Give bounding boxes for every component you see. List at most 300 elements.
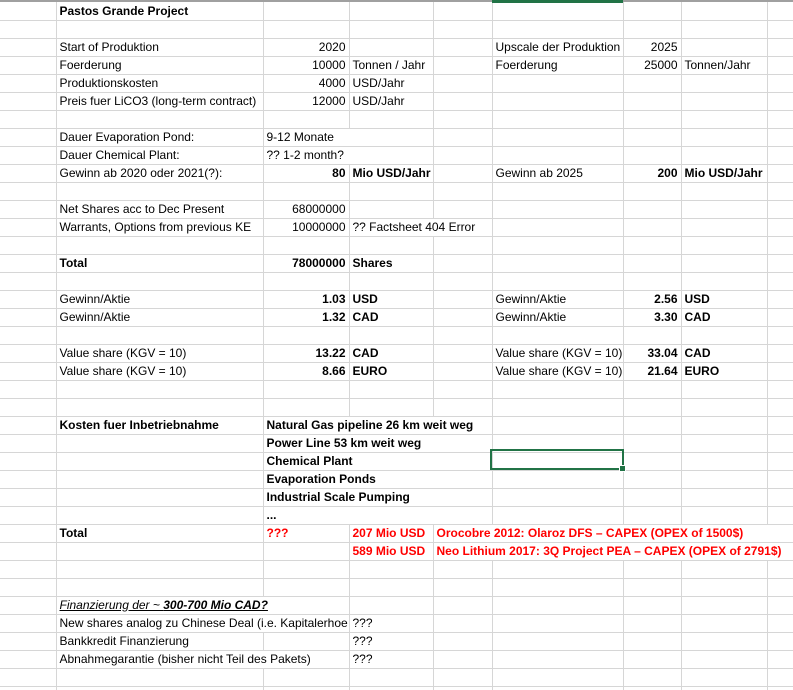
- cell-G8[interactable]: [623, 128, 681, 146]
- cell-C20[interactable]: 13.22: [263, 344, 349, 362]
- cell-F32[interactable]: [492, 560, 623, 578]
- cell-A8[interactable]: [0, 128, 56, 146]
- cell-H7[interactable]: [681, 110, 767, 128]
- cell-E5[interactable]: [433, 74, 492, 92]
- cell-A2[interactable]: [0, 20, 56, 38]
- cell-F20[interactable]: Value share (KGV = 10): [492, 344, 623, 362]
- cell-A36[interactable]: [0, 632, 56, 650]
- cell-F17[interactable]: Gewinn/Aktie: [492, 290, 623, 308]
- cell-C23[interactable]: [263, 398, 349, 416]
- cell-C15[interactable]: 78000000: [263, 254, 349, 272]
- cell-F27[interactable]: [492, 470, 623, 488]
- cell-I7[interactable]: [767, 110, 793, 128]
- cell-D22[interactable]: [349, 380, 433, 398]
- cell-H39[interactable]: [681, 686, 767, 690]
- cell-E9[interactable]: [433, 146, 492, 164]
- cell-C6[interactable]: 12000: [263, 92, 349, 110]
- cell-F28[interactable]: [492, 488, 623, 506]
- cell-D33[interactable]: [349, 578, 433, 596]
- cell-D36[interactable]: ???: [349, 632, 433, 650]
- cell-E20[interactable]: [433, 344, 492, 362]
- cell-A12[interactable]: [0, 200, 56, 218]
- cell-F33[interactable]: [492, 578, 623, 596]
- cell-D32[interactable]: [349, 560, 433, 578]
- cell-D11[interactable]: [349, 182, 433, 200]
- cell-G39[interactable]: [623, 686, 681, 690]
- cell-D34[interactable]: [349, 596, 433, 614]
- cell-B12[interactable]: Net Shares acc to Dec Present: [56, 200, 263, 218]
- cell-C11[interactable]: [263, 182, 349, 200]
- cell-E2[interactable]: [433, 20, 492, 38]
- cell-I3[interactable]: [767, 38, 793, 56]
- cell-F22[interactable]: [492, 380, 623, 398]
- cell-H9[interactable]: [681, 146, 767, 164]
- cell-A11[interactable]: [0, 182, 56, 200]
- cell-C4[interactable]: 10000: [263, 56, 349, 74]
- cell-C19[interactable]: [263, 326, 349, 344]
- cell-G27[interactable]: [623, 470, 681, 488]
- cell-G17[interactable]: 2.56: [623, 290, 681, 308]
- cell-B14[interactable]: [56, 236, 263, 254]
- cell-I37[interactable]: [767, 650, 793, 668]
- cell-A38[interactable]: [0, 668, 56, 686]
- cell-H5[interactable]: [681, 74, 767, 92]
- cell-H28[interactable]: [681, 488, 767, 506]
- cell-B35[interactable]: New shares analog zu Chinese Deal (i.e. Kapitalerhoe: [56, 614, 349, 632]
- cell-C18[interactable]: 1.32: [263, 308, 349, 326]
- cell-G15[interactable]: [623, 254, 681, 272]
- cell-F11[interactable]: [492, 182, 623, 200]
- cell-F15[interactable]: [492, 254, 623, 272]
- cell-H15[interactable]: [681, 254, 767, 272]
- cell-A27[interactable]: [0, 470, 56, 488]
- cell-G2[interactable]: [623, 20, 681, 38]
- cell-E14[interactable]: [433, 236, 492, 254]
- cell-G19[interactable]: [623, 326, 681, 344]
- cell-A19[interactable]: [0, 326, 56, 344]
- cell-D20[interactable]: CAD: [349, 344, 433, 362]
- cell-B7[interactable]: [56, 110, 263, 128]
- cell-D4[interactable]: Tonnen / Jahr: [349, 56, 433, 74]
- cell-F23[interactable]: [492, 398, 623, 416]
- cell-G37[interactable]: [623, 650, 681, 668]
- cell-E34[interactable]: [433, 596, 492, 614]
- cell-A37[interactable]: [0, 650, 56, 668]
- cell-D1[interactable]: [349, 2, 433, 20]
- cell-A23[interactable]: [0, 398, 56, 416]
- cell-G23[interactable]: [623, 398, 681, 416]
- cell-H8[interactable]: [681, 128, 767, 146]
- cell-B37[interactable]: Abnahmegarantie (bisher nicht Teil des Pakets): [56, 650, 349, 668]
- cell-I4[interactable]: [767, 56, 793, 74]
- cell-A33[interactable]: [0, 578, 56, 596]
- cell-G16[interactable]: [623, 272, 681, 290]
- cell-I10[interactable]: [767, 164, 793, 182]
- cell-E30[interactable]: Orocobre 2012: Olaroz DFS – CAPEX (OPEX of 1500$): [433, 524, 793, 542]
- cell-D16[interactable]: [349, 272, 433, 290]
- cell-D10[interactable]: Mio USD/Jahr: [349, 164, 433, 182]
- cell-H16[interactable]: [681, 272, 767, 290]
- cell-G21[interactable]: 21.64: [623, 362, 681, 380]
- cell-A24[interactable]: [0, 416, 56, 434]
- cell-E16[interactable]: [433, 272, 492, 290]
- cell-E37[interactable]: [433, 650, 492, 668]
- cell-A30[interactable]: [0, 524, 56, 542]
- cell-D6[interactable]: USD/Jahr: [349, 92, 433, 110]
- cell-C16[interactable]: [263, 272, 349, 290]
- cell-E12[interactable]: [433, 200, 492, 218]
- cell-I1[interactable]: [767, 2, 793, 20]
- cell-H29[interactable]: [681, 506, 767, 524]
- cell-B4[interactable]: Foerderung: [56, 56, 263, 74]
- cell-B16[interactable]: [56, 272, 263, 290]
- cell-C3[interactable]: 2020: [263, 38, 349, 56]
- cell-B11[interactable]: [56, 182, 263, 200]
- cell-B8[interactable]: Dauer Evaporation Pond:: [56, 128, 263, 146]
- cell-B25[interactable]: [56, 434, 263, 452]
- cell-C39[interactable]: [263, 686, 349, 690]
- cell-D14[interactable]: [349, 236, 433, 254]
- cell-C32[interactable]: [263, 560, 349, 578]
- cell-A32[interactable]: [0, 560, 56, 578]
- cell-A9[interactable]: [0, 146, 56, 164]
- cell-B19[interactable]: [56, 326, 263, 344]
- cell-H22[interactable]: [681, 380, 767, 398]
- cell-I26[interactable]: [767, 452, 793, 470]
- cell-F9[interactable]: [492, 146, 623, 164]
- cell-C28[interactable]: Industrial Scale Pumping: [263, 488, 492, 506]
- cell-G22[interactable]: [623, 380, 681, 398]
- cell-H34[interactable]: [681, 596, 767, 614]
- cell-H17[interactable]: USD: [681, 290, 767, 308]
- cell-H33[interactable]: [681, 578, 767, 596]
- cell-G14[interactable]: [623, 236, 681, 254]
- cell-G11[interactable]: [623, 182, 681, 200]
- cell-C25[interactable]: Power Line 53 km weit weg: [263, 434, 492, 452]
- cell-H18[interactable]: CAD: [681, 308, 767, 326]
- cell-D23[interactable]: [349, 398, 433, 416]
- cell-A35[interactable]: [0, 614, 56, 632]
- cell-F10[interactable]: Gewinn ab 2025: [492, 164, 623, 182]
- cell-E39[interactable]: [433, 686, 492, 690]
- cell-A5[interactable]: [0, 74, 56, 92]
- cell-B34[interactable]: [56, 596, 349, 614]
- cell-G5[interactable]: [623, 74, 681, 92]
- cell-C38[interactable]: [263, 668, 349, 686]
- cell-A1[interactable]: [0, 2, 56, 20]
- cell-E11[interactable]: [433, 182, 492, 200]
- cell-H24[interactable]: [681, 416, 767, 434]
- cell-D19[interactable]: [349, 326, 433, 344]
- cell-E19[interactable]: [433, 326, 492, 344]
- cell-B28[interactable]: [56, 488, 263, 506]
- cell-G34[interactable]: [623, 596, 681, 614]
- cell-G33[interactable]: [623, 578, 681, 596]
- cell-F5[interactable]: [492, 74, 623, 92]
- cell-I29[interactable]: [767, 506, 793, 524]
- cell-F29[interactable]: [492, 506, 623, 524]
- cell-H19[interactable]: [681, 326, 767, 344]
- cell-D30[interactable]: 207 Mio USD: [349, 524, 433, 542]
- cell-I2[interactable]: [767, 20, 793, 38]
- cell-C24[interactable]: Natural Gas pipeline 26 km weit weg: [263, 416, 492, 434]
- cell-B27[interactable]: [56, 470, 263, 488]
- cell-E10[interactable]: [433, 164, 492, 182]
- cell-G36[interactable]: [623, 632, 681, 650]
- cell-E18[interactable]: [433, 308, 492, 326]
- cell-E4[interactable]: [433, 56, 492, 74]
- cell-D21[interactable]: EURO: [349, 362, 433, 380]
- cell-A25[interactable]: [0, 434, 56, 452]
- cell-E15[interactable]: [433, 254, 492, 272]
- cell-I12[interactable]: [767, 200, 793, 218]
- cell-E6[interactable]: [433, 92, 492, 110]
- cell-F34[interactable]: [492, 596, 623, 614]
- cell-A14[interactable]: [0, 236, 56, 254]
- cell-E31[interactable]: Neo Lithium 2017: 3Q Project PEA – CAPEX (OPEX of 2791$): [433, 542, 793, 560]
- cell-C31[interactable]: [263, 542, 349, 560]
- cell-G18[interactable]: 3.30: [623, 308, 681, 326]
- cell-I38[interactable]: [767, 668, 793, 686]
- cell-B33[interactable]: [56, 578, 263, 596]
- cell-F19[interactable]: [492, 326, 623, 344]
- cell-H35[interactable]: [681, 614, 767, 632]
- cell-A39[interactable]: [0, 686, 56, 690]
- cell-I21[interactable]: [767, 362, 793, 380]
- cell-G29[interactable]: [623, 506, 681, 524]
- cell-I11[interactable]: [767, 182, 793, 200]
- cell-I23[interactable]: [767, 398, 793, 416]
- cell-F18[interactable]: Gewinn/Aktie: [492, 308, 623, 326]
- cell-G4[interactable]: 25000: [623, 56, 681, 74]
- cell-I13[interactable]: [767, 218, 793, 236]
- cell-C26[interactable]: Chemical Plant: [263, 452, 492, 470]
- cell-H11[interactable]: [681, 182, 767, 200]
- cell-G35[interactable]: [623, 614, 681, 632]
- cell-A28[interactable]: [0, 488, 56, 506]
- cell-H38[interactable]: [681, 668, 767, 686]
- cell-F2[interactable]: [492, 20, 623, 38]
- cell-E32[interactable]: [433, 560, 492, 578]
- cell-D18[interactable]: CAD: [349, 308, 433, 326]
- cell-I8[interactable]: [767, 128, 793, 146]
- cell-H12[interactable]: [681, 200, 767, 218]
- cell-E3[interactable]: [433, 38, 492, 56]
- cell-G26[interactable]: [623, 452, 681, 470]
- cell-D35[interactable]: ???: [349, 614, 433, 632]
- cell-G10[interactable]: 200: [623, 164, 681, 182]
- cell-H36[interactable]: [681, 632, 767, 650]
- cell-A31[interactable]: [0, 542, 56, 560]
- cell-D37[interactable]: ???: [349, 650, 433, 668]
- cell-B24[interactable]: Kosten fuer Inbetriebnahme: [56, 416, 263, 434]
- cell-F6[interactable]: [492, 92, 623, 110]
- cell-D38[interactable]: [349, 668, 433, 686]
- cell-I28[interactable]: [767, 488, 793, 506]
- cell-A21[interactable]: [0, 362, 56, 380]
- cell-C33[interactable]: [263, 578, 349, 596]
- cell-I9[interactable]: [767, 146, 793, 164]
- cell-A20[interactable]: [0, 344, 56, 362]
- cell-C22[interactable]: [263, 380, 349, 398]
- cell-F14[interactable]: [492, 236, 623, 254]
- cell-B29[interactable]: [56, 506, 263, 524]
- cell-H26[interactable]: [681, 452, 767, 470]
- cell-H27[interactable]: [681, 470, 767, 488]
- cell-F38[interactable]: [492, 668, 623, 686]
- cell-E8[interactable]: [433, 128, 492, 146]
- cell-C12[interactable]: 68000000: [263, 200, 349, 218]
- cell-F12[interactable]: [492, 200, 623, 218]
- cell-G20[interactable]: 33.04: [623, 344, 681, 362]
- cell-I17[interactable]: [767, 290, 793, 308]
- cell-F1[interactable]: [492, 2, 623, 20]
- cell-B1[interactable]: Pastos Grande Project: [56, 2, 263, 20]
- cell-F36[interactable]: [492, 632, 623, 650]
- cell-B18[interactable]: Gewinn/Aktie: [56, 308, 263, 326]
- cell-D7[interactable]: [349, 110, 433, 128]
- cell-A10[interactable]: [0, 164, 56, 182]
- cell-B2[interactable]: [56, 20, 263, 38]
- cell-G13[interactable]: [623, 218, 681, 236]
- cell-B9[interactable]: Dauer Chemical Plant:: [56, 146, 263, 164]
- cell-A6[interactable]: [0, 92, 56, 110]
- cell-C1[interactable]: [263, 2, 349, 20]
- cell-B5[interactable]: Produktionskosten: [56, 74, 263, 92]
- cell-H21[interactable]: EURO: [681, 362, 767, 380]
- cell-F21[interactable]: Value share (KGV = 10): [492, 362, 623, 380]
- cell-D39[interactable]: [349, 686, 433, 690]
- cell-H32[interactable]: [681, 560, 767, 578]
- cell-I18[interactable]: [767, 308, 793, 326]
- cell-C17[interactable]: 1.03: [263, 290, 349, 308]
- cell-G12[interactable]: [623, 200, 681, 218]
- cell-H1[interactable]: [681, 2, 767, 20]
- cell-E33[interactable]: [433, 578, 492, 596]
- cell-A26[interactable]: [0, 452, 56, 470]
- cell-I39[interactable]: [767, 686, 793, 690]
- cell-F13[interactable]: [492, 218, 623, 236]
- cell-H37[interactable]: [681, 650, 767, 668]
- cell-E1[interactable]: [433, 2, 492, 20]
- cell-F8[interactable]: [492, 128, 623, 146]
- cell-I32[interactable]: [767, 560, 793, 578]
- cell-C30[interactable]: ???: [263, 524, 349, 542]
- cell-G28[interactable]: [623, 488, 681, 506]
- cell-A3[interactable]: [0, 38, 56, 56]
- cell-E35[interactable]: [433, 614, 492, 632]
- cell-B17[interactable]: Gewinn/Aktie: [56, 290, 263, 308]
- cell-H3[interactable]: [681, 38, 767, 56]
- cell-C13[interactable]: 10000000: [263, 218, 349, 236]
- cell-C5[interactable]: 4000: [263, 74, 349, 92]
- cell-B31[interactable]: [56, 542, 263, 560]
- cell-I24[interactable]: [767, 416, 793, 434]
- cell-C9[interactable]: ?? 1-2 month?: [263, 146, 433, 164]
- cell-G25[interactable]: [623, 434, 681, 452]
- cell-I6[interactable]: [767, 92, 793, 110]
- cell-G7[interactable]: [623, 110, 681, 128]
- cell-H10[interactable]: Mio USD/Jahr: [681, 164, 767, 182]
- cell-C2[interactable]: [263, 20, 349, 38]
- cell-A34[interactable]: [0, 596, 56, 614]
- cell-C27[interactable]: Evaporation Ponds: [263, 470, 492, 488]
- cell-B30[interactable]: Total: [56, 524, 263, 542]
- cell-A7[interactable]: [0, 110, 56, 128]
- cell-I22[interactable]: [767, 380, 793, 398]
- cell-I27[interactable]: [767, 470, 793, 488]
- cell-A22[interactable]: [0, 380, 56, 398]
- cell-D2[interactable]: [349, 20, 433, 38]
- cell-I36[interactable]: [767, 632, 793, 650]
- cell-C8[interactable]: 9-12 Monate: [263, 128, 433, 146]
- cell-B39[interactable]: [56, 686, 263, 690]
- cell-B38[interactable]: [56, 668, 263, 686]
- cell-G9[interactable]: [623, 146, 681, 164]
- cell-I15[interactable]: [767, 254, 793, 272]
- cell-A13[interactable]: [0, 218, 56, 236]
- cell-E23[interactable]: [433, 398, 492, 416]
- cell-F7[interactable]: [492, 110, 623, 128]
- cell-I16[interactable]: [767, 272, 793, 290]
- cell-G38[interactable]: [623, 668, 681, 686]
- cell-I25[interactable]: [767, 434, 793, 452]
- cell-B6[interactable]: Preis fuer LiCO3 (long-term contract): [56, 92, 263, 110]
- cell-D31[interactable]: 589 Mio USD: [349, 542, 433, 560]
- cell-C36[interactable]: [263, 632, 349, 650]
- cell-I19[interactable]: [767, 326, 793, 344]
- cell-F4[interactable]: Foerderung: [492, 56, 623, 74]
- cell-A15[interactable]: [0, 254, 56, 272]
- cell-B21[interactable]: Value share (KGV = 10): [56, 362, 263, 380]
- cell-D3[interactable]: [349, 38, 433, 56]
- cell-F16[interactable]: [492, 272, 623, 290]
- cell-H14[interactable]: [681, 236, 767, 254]
- cell-C7[interactable]: [263, 110, 349, 128]
- cell-E21[interactable]: [433, 362, 492, 380]
- cell-E38[interactable]: [433, 668, 492, 686]
- cell-F24[interactable]: [492, 416, 623, 434]
- cell-H25[interactable]: [681, 434, 767, 452]
- cell-B26[interactable]: [56, 452, 263, 470]
- cell-A16[interactable]: [0, 272, 56, 290]
- cell-B23[interactable]: [56, 398, 263, 416]
- cell-H6[interactable]: [681, 92, 767, 110]
- cell-C14[interactable]: [263, 236, 349, 254]
- cell-B3[interactable]: Start of Produktion: [56, 38, 263, 56]
- cell-I20[interactable]: [767, 344, 793, 362]
- cell-E17[interactable]: [433, 290, 492, 308]
- cell-G24[interactable]: [623, 416, 681, 434]
- cell-F3[interactable]: Upscale der Produktion: [492, 38, 623, 56]
- cell-B22[interactable]: [56, 380, 263, 398]
- cell-A18[interactable]: [0, 308, 56, 326]
- cell-B10[interactable]: Gewinn ab 2020 oder 2021(?):: [56, 164, 263, 182]
- cell-B15[interactable]: Total: [56, 254, 263, 272]
- cell-H2[interactable]: [681, 20, 767, 38]
- cell-G1[interactable]: [623, 2, 681, 20]
- cell-F35[interactable]: [492, 614, 623, 632]
- cell-C10[interactable]: 80: [263, 164, 349, 182]
- cell-B36[interactable]: Bankkredit Finanzierung: [56, 632, 263, 650]
- cell-I35[interactable]: [767, 614, 793, 632]
- cell-B13[interactable]: Warrants, Options from previous KE: [56, 218, 263, 236]
- cell-C29[interactable]: ...: [263, 506, 492, 524]
- cell-D13[interactable]: ?? Factsheet 404 Error: [349, 218, 492, 236]
- cell-F37[interactable]: [492, 650, 623, 668]
- cell-H13[interactable]: [681, 218, 767, 236]
- cell-E7[interactable]: [433, 110, 492, 128]
